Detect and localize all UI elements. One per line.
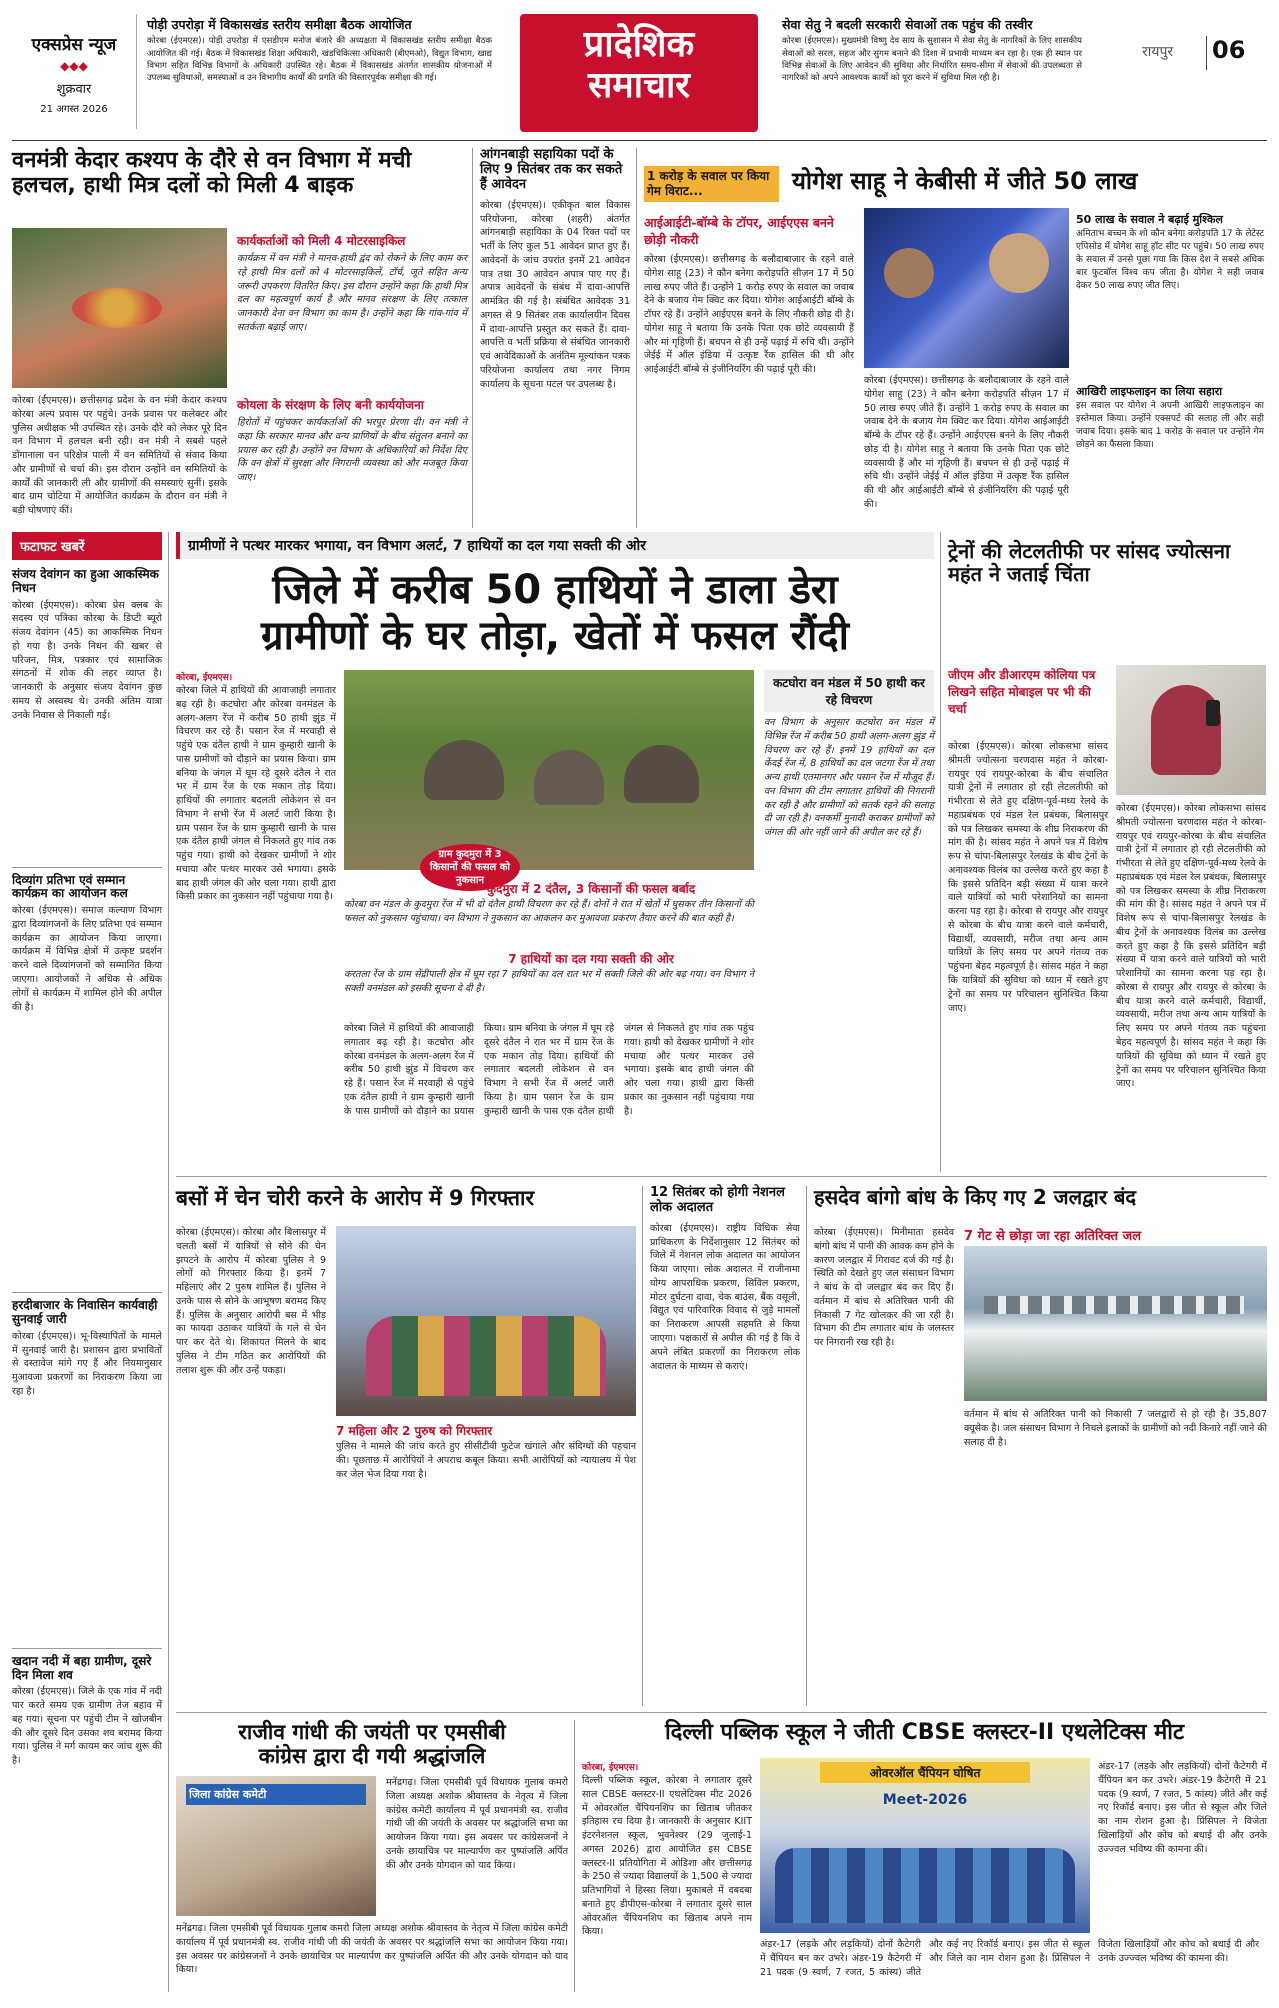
train-photo: [1116, 665, 1266, 795]
kbc-contestant-icon: [884, 248, 934, 298]
elephant-side-title: कटघोरा वन मंडल में 50 हाथी कर रहे विचरण: [764, 670, 934, 712]
brief-body: कोरबा (ईएमएस)। मुख्यमंत्री विष्णु देव साय के सुशासन में सेवा सेतु के नागरिकों के लिए शासकीय सेवाओं को सरल, सहज और सुगम बनाने की दिशा में प्रभावी माध्यम बन रहा है। एक ही स्थान पर विभिन्न सेवाओं के लिए आवेदन की सुविधा और निर्धारित समय-सीमा में सेवाओं की उपलब्धता से नागरिकों को अपने आवश्यक कार्यों को पूरा करने में सुविधा मिल रही है।: [782, 36, 1082, 84]
sidebar-item: [12, 568, 162, 859]
section-title-box: [520, 14, 758, 132]
anganwadi-headline: आंगनबाड़ी सहायिका पदों के लिए 9 सितंबर तक कर सकते हैं आवेदन: [480, 147, 623, 192]
kbc-sub: आईआईटी-बॉम्बे के टॉपर, आईएएस बनने छोड़ी नौकरी: [644, 215, 834, 247]
rajiv-body-2: मनेंद्रगढ़। जिला एमसीबी पूर्व विधायक गुलाब कमरो जिला अध्यक्ष अशोक श्रीवास्तव के नेतृत्व में जिला कांग्रेस कमेटी कार्यालय में पूर्व प्रधानमंत्री स्व. राजीव गांधी जी की जयंती के अवसर पर श्रद्धांजलि सभा का आयोजन किया गया। इस अवसर पर कांग्रेसजनों ने उनके छायाचित्र पर माल्यार्पण कर पुष्पांजलि अर्पित की और उनके योगदान को याद किया।: [386, 1777, 568, 1871]
brief-title: पोड़ी उपरोड़ा में विकासखंड स्तरीय समीक्षा बैठक आयोजित: [147, 17, 412, 32]
train-headline: ट्रेनों की लेटलतीफी पर सांसद ज्योत्सना महंत ने जताई चिंता: [948, 539, 1231, 586]
dps-headline: दिल्ली पब्लिक स्कूल ने जीती CBSE क्लस्टर-II एथलेटिक्स मीट: [664, 1720, 1185, 1745]
day-label: शुक्रवार: [56, 82, 92, 97]
dps-body-3: अंडर-17 (लड़के और लड़कियों) दोनों कैटेगरी में चैंपियन बन कर उभरे। अंडर-19 कैटेगरी में 21 पदक (9 स्वर्ण, 7 रजत, 5 कांस्य) जीते और कई नए रिकॉर्ड बनाए। इस जीत से स्कूल और जिले का नाम रोशन हुआ है। प्रिंसिपल ने विजेता खिलाड़ियों और कोच को बधाई दी और उनके उज्ज्वल भविष्य की कामना की।: [1098, 1761, 1267, 1855]
masthead: [12, 14, 1267, 134]
kbc-side-sub-1: 50 लाख के सवाल ने बढ़ाई मुश्किल: [1076, 213, 1223, 226]
kbc-side-body-1: अमिताभ बच्चन के शो कौन बनेगा करोड़पति 17 के लेटेस्ट एपिसोड में योगेश साहू हॉट सीट पर पहुंचे। 50 लाख रुपए के सवाल में उनसे पूछा गया कि किस देश ने सबसे अधिक बार फुटबॉल विश्व कप जीता है। योगेश ने सही जवाब देकर 50 लाख रुपए जीत लिए।: [1076, 229, 1264, 292]
elephant-photo-caption: ग्राम कुदमुरा में 3 किसानों की फसल को नुकसान: [420, 844, 520, 891]
top-left-brief: [147, 18, 492, 85]
train-story: [948, 540, 1267, 1170]
sidebar-header: फटाफट खबरें: [12, 532, 162, 560]
rule-anganwadi: [636, 148, 637, 528]
dam-headline: हसदेव बांगो बांध के किए गए 2 जलद्वार बंद: [814, 1185, 1137, 1209]
page-divider: [1206, 36, 1207, 70]
sidebar-item-body: कोरबा (ईएमएस)। कोरबा प्रेस क्लब के सदस्य एवं पत्रिका कोरबा के डिप्टी ब्यूरो संजय देवांगन (45) का आकस्मिक निधन हो गया है। उनके निधन की खबर से परिजन, मित्र, पत्रकार एवं सामाजिक संगठनों में शोक की लहर व्याप्त है। जानकारी के अनुसार संजय देवांगन कुछ समय से अस्वस्थ थे। उनकी अंतिम यात्रा उनके निवास से निकाली गई।: [12, 599, 162, 721]
kbc-side-sub-2: आखिरी लाइफलाइन का लिया सहारा: [1076, 385, 1223, 398]
rule-bus: [642, 1186, 643, 1706]
elephant-icon: [424, 740, 504, 800]
rule-mid-2: [176, 1712, 1267, 1713]
top-right-brief: [782, 18, 1082, 85]
elephant-body-1: कोरबा वन मंडल के कुदमुरा रेंज में भी दो दंतैल हाथी विचरण कर रहे हैं। दोनों ने रात में खेतों में घुसकर तीन किसानों की फसल को नुकसान पहुंचाया। वन विभाग ने नुकसान का आकलन कर मुआवजा प्रकरण तैयार करने की बात कही है।: [344, 899, 754, 924]
elephant-dateline: कोरबा, ईएमएस।: [176, 673, 233, 683]
elephant-headline-1: जिले में करीब 50 हाथियों ने डाला डेरा: [272, 567, 838, 613]
rajiv-headline-1: राजीव गांधी की जयंती पर एमसीबी: [238, 1720, 506, 1744]
lokadalat-body: कोरबा (ईएमएस)। राष्ट्रीय विधिक सेवा प्राधिकरण के निर्देशानुसार 12 सितंबर को जिले में नेशनल लोक अदालत का आयोजन किया जाएगा। लोक अदालत में राजीनामा योग्य आपराधिक प्रकरण, सिविल प्रकरण, मोटर दुर्घटना दावा, चेक बाउंस, बैंक वसूली, विद्युत एवं पारिवारिक विवाद से जुड़े मामलों का निराकरण आपसी सहमति से किया जाएगा। पक्षकारों से अपील की गई है कि वे अपने लंबित प्रकरणों का निराकरण लोक अदालत के माध्यम से कराएं।: [650, 1222, 800, 1372]
brand-name: एक्सप्रेस न्यूज: [31, 35, 117, 55]
brand-box: [12, 14, 137, 129]
sidebar-item-title: हरदीबाजार के निवासिन कार्यवाही सुनवाई जारी: [12, 1298, 158, 1326]
rajiv-story: [176, 1720, 568, 1992]
phone-icon: [1206, 700, 1220, 726]
rajiv-photo: [176, 1776, 376, 1916]
bus-headline: बसों में चेन चोरी करने के आरोप में 9 गिरफ्तार: [176, 1186, 535, 1210]
bus-body: कोरबा (ईएमएस)। कोरबा और बिलासपुर में चलती बसों में यात्रियों से सोने की चेन झपटने के आरोप में कोरबा पुलिस ने 9 लोगों को गिरफ्तार किया है। इनमें 7 महिलाएं और 2 पुरुष शामिल हैं। पुलिस ने उनके पास से सोने के आभूषण बरामद किए हैं। पुलिस के अनुसार आरोपी बस में भीड़ का फायदा उठाकर यात्रियों के गले से चेन पार कर देते थे। शिकायत मिलने के बाद पुलिस ने टीम गठित कर आरोपियों की तलाश शुरू की और उन्हें पकड़ा।: [176, 1227, 326, 1376]
dam-body-2: वर्तमान में बांध से अतिरिक्त पानी को निकासी 7 जलद्वारों से हो रही है। 35,807 क्यूसेक है। जल संसाधन विभाग ने निचले इलाकों के ग्रामीणों को नदी किनारे नहीं जाने की सलाह दी है।: [964, 1409, 1268, 1448]
rajiv-headline-2: कांग्रेस द्वारा दी गयी श्रद्धांजलि: [258, 1744, 486, 1769]
dps-body: दिल्ली पब्लिक स्कूल, कोरबा ने लगातार दूसरे साल CBSE क्लस्टर-II एथलेटिक्स मीट 2026 में ओवरऑल चैंपियनशिप का खिताब जीतकर इतिहास रच दिया है। जानकारी के अनुसार KIIT इंटरनेशनल स्कूल, भुवनेश्वर (29 जुलाई-1 अगस्त 2026) द्वारा आयोजित इस CBSE क्लस्टर-II प्रतियोगिता में ओडिशा और छत्तीसगढ़ के 250 से ज्यादा विद्यालयों के 1,500 से ज्यादा प्रतिभागियों ने हिस्सा लिया। मुकाबले में दबदबा बनाते हुए डीपीएस-कोरबा ने लगातार दूसरे साल ओवरऑल चैंपियनशिप का खिताब अपने नाम किया।: [582, 1775, 752, 1938]
page-number: 06: [1212, 36, 1246, 64]
kbc-side-body-2: इस सवाल पर योगेश ने अपनी आखिरी लाइफलाइन का इस्तेमाल किया। उन्होंने एक्सपर्ट की सलाह ली और सही जवाब दिया। इसके बाद 1 करोड़ के सवाल पर उन्होंने गेम छोड़ने का फैसला किया।: [1076, 401, 1264, 451]
rule-sidebar: [168, 532, 169, 1992]
train-body-2: कोरबा (ईएमएस)। कोरबा लोकसभा सांसद श्रीमती ज्योत्सना चरणदास महंत ने कोरबा-रायपुर एवं रायपुर-कोरबा के बीच संचालित यात्री ट्रेनों में लगातार हो रही लेटलतीफी को गंभीरता से लेते हुए दक्षिण-पूर्व-मध्य रेलवे के महाप्रबंधक एवं मंडल रेल प्रबंधक, बिलासपुर को पत्र लिखकर समस्या के शीघ्र निराकरण की मांग की है। सांसद महंत ने अपने पत्र में विशेष रूप से चांपा-बिलासपुर रेलखंड के बीच ट्रेनों के अनावश्यक विलंब का उल्लेख करते हुए कहा है कि इससे प्रतिदिन बड़ी संख्या में यात्रा करने वाले यात्रियों को भारी परेशानियों का सामना करना पड़ रहा है। कोरबा से रायपुर और रायपुर से कोरबा के बीच यात्रा करने वाले कर्मचारी, विद्यार्थी, व्यवसायी, मरीज तथा अन्य आम यात्रियों के लिए समय पर अपने गंतव्य तक पहुंचना बेहद महत्वपूर्ण है। सांसद महंत ने कहा कि यात्रियों की सुविधा को ध्यान में रखते हुए ट्रेनों का समय पर परिचालन सुनिश्चित किया जाए।: [1116, 803, 1266, 1090]
bus-photo-caption: 7 महिला और 2 पुरुष को गिरफ्तार: [336, 1424, 493, 1438]
train-sub: जीएम और डीआरएम कोलिया पत्र लिखने सहित मोबाइल पर भी की चर्चा: [948, 668, 1096, 716]
elephant-sub-2: 7 हाथियों का दल गया सक्ती की ओर: [508, 952, 674, 966]
arrested-group-icon: [366, 1316, 606, 1396]
sidebar-item-body: कोरबा (ईएमएस)। भू-विस्थापितों के मामले में सुनवाई जारी है। प्रशासन द्वारा प्रभावितों से दस्तावेज मांगे गए हैं और नियमानुसार मुआवजा प्रकरणों का निराकरण किया जा रहा है।: [12, 1330, 162, 1397]
city-label: रायपुर: [1142, 44, 1174, 60]
mp-portrait-icon: [1151, 685, 1221, 775]
athletes-group-icon: [775, 1848, 1075, 1923]
section-title-line-1: प्रादेशिक: [583, 24, 695, 65]
sidebar-item-body: कोरबा (ईएमएस)। जिले के एक गांव में नदी पार करते समय एक ग्रामीण तेज बहाव में बह गया। सूचना पर पहुंची टीम ने खोजबीन की और दूसरे दिन उसका शव बरामद किया गया। पुलिस ने मर्ग कायम कर जांच शुरू की है।: [12, 1686, 162, 1767]
sidebar-item: [12, 1648, 162, 1926]
forest-body-2: हिरोतों में पहुंचकर कार्यकर्ताओं की भरपूर प्रेरणा दी। वन मंत्री ने कहा कि सरकार मानव और वन्य प्राणियों के बीच संतुलन बनाने का प्रयास कर रही है। उन्होंने वन विभाग के अधिकारियों को निर्देश दिए कि वन क्षेत्रों में सुरक्षा और निगरानी व्यवस्था को और मजबूत किया जाए।: [237, 417, 467, 484]
forest-photo: [12, 228, 227, 388]
kbc-story: [644, 148, 1267, 528]
forest-sub-2: कोयला के संरक्षण के लिए बनी कार्ययोजना: [237, 398, 424, 412]
kbc-body-2: कोरबा (ईएमएस)। छत्तीसगढ़ के बलौदाबाजार के रहने वाले योगेश साहू (23) ने कौन बनेगा करोड़पति सीज़न 17 में 50 लाख रुपए जीते हैं। उन्होंने 1 करोड़ रुपए के सवाल का जवाब देने के बजाय गेम क्विट कर दिया। योगेश आईआईटी बॉम्बे के टॉपर रहे हैं। उन्होंने आईएएस बनने के लिए नौकरी छोड़ दी है। योगेश साहू ने बताया कि उनके पिता एक छोटे व्यवसायी हैं और मां गृहिणी हैं। बचपन से ही उन्हें पढ़ाई में रुचि थी। उन्होंने जेईई में ऑल इंडिया में उत्कृष्ट रैंक हासिल की थी और आईआईटी बॉम्बे से इंजीनियरिंग की पढ़ाई पूरी की।: [864, 375, 1069, 510]
sidebar-item: [12, 1292, 162, 1640]
kbc-photo: [864, 208, 1069, 368]
brief-title: सेवा सेतु ने बदली सरकारी सेवाओं तक पहुंच की तस्वीर: [782, 17, 1033, 32]
forest-sub-1: कार्यकर्ताओं को मिली 4 मोटरसाइकिल: [237, 234, 406, 248]
bus-story: [176, 1186, 636, 1706]
kbc-body: कोरबा (ईएमएस)। छत्तीसगढ़ के बलौदाबाजार के रहने वाले योगेश साहू (23) ने कौन बनेगा करोड़पति सीज़न 17 में 50 लाख रुपए जीते हैं। उन्होंने 1 करोड़ रुपए के सवाल का जवाब देने के बजाय गेम क्विट कर दिया। योगेश आईआईटी बॉम्बे के टॉपर रहे हैं। उन्होंने आईएएस बनने के लिए नौकरी छोड़ दी है। योगेश साहू ने बताया कि उनके पिता एक छोटे व्यवसायी हैं और मां गृहिणी हैं। बचपन से ही उन्हें पढ़ाई में रुचि थी। उन्होंने जेईई में ऑल इंडिया में उत्कृष्ट रैंक हासिल की थी और आईआईटी बॉम्बे से इंजीनियरिंग की पढ़ाई पूरी की।: [644, 254, 854, 376]
sidebar-item-title: खदान नदी में बहा ग्रामीण, दूसरे दिन मिला शव: [12, 1653, 152, 1682]
dps-photo: [760, 1758, 1090, 1933]
elephant-side-box: [764, 670, 934, 1020]
dam-photo: [964, 1246, 1267, 1401]
masthead-rule: [12, 140, 1267, 141]
elephant-body-cont: कोरबा जिले में हाथियों की आवाजाही लगातार बढ़ रही है। कटघोरा और कोरबा वनमंडल के अलग-अलग रेंज में करीब 50 हाथी झुंड में विचरण कर रहे हैं। पसान रेंज में मरवाही से पहुंचे एक दंतैल हाथी ने ग्राम कुम्हारी खानी के पास ग्रामीणों को दौड़ाने का प्रयास किया। ग्राम बनिया के जंगल में घूम रहे दूसरे दंतैल ने रात भर में ग्राम रेंज के एक मकान तोड़ दिया। हाथियों की लगातार बदलती लोकेशन से वन विभाग ने सभी रेंज में अलर्ट जारी किया है। ग्राम पसान रेंज के ग्राम कुम्हारी खानी के पास एक दंतैल हाथी जंगल से निकलते हुए गांव तक पहुंच गया। हाथी को देखकर ग्रामीणों ने शोर मचाया और पत्थर मारकर उसे भगाया। इसके बाद हाथी जंगल की ओर चला गया। हाथी द्वारा किसी प्रकार का नुकसान नहीं पहुंचाया गया है।: [344, 1023, 754, 1117]
page-info: [1112, 34, 1262, 74]
elephant-story: [176, 532, 934, 1172]
dam-story: [814, 1186, 1267, 1706]
dam-gate-icon: [984, 1296, 1244, 1314]
rule-forest: [472, 148, 473, 528]
sidebar-item: [12, 867, 162, 1285]
dps-body-2: अंडर-17 (लड़के और लड़कियों) दोनों कैटेगरी में चैंपियन बन कर उभरे। अंडर-19 कैटेगरी में 21 पदक (9 स्वर्ण, 7 रजत, 5 कांस्य) जीते और कई नए रिकॉर्ड बनाए। इस जीत से स्कूल और जिले का नाम रोशन हुआ है। प्रिंसिपल ने विजेता खिलाड़ियों और कोच को बधाई दी और उनके उज्ज्वल भविष्य की कामना की।: [760, 1939, 1259, 1978]
brand-ornament: ◆◆◆: [60, 59, 88, 73]
kbc-host-icon: [989, 233, 1049, 293]
kbc-headline: योगेश साहू ने केबीसी में जीते 50 लाख: [792, 167, 1138, 195]
train-body: कोरबा (ईएमएस)। कोरबा लोकसभा सांसद श्रीमती ज्योत्सना चरणदास महंत ने कोरबा-रायपुर एवं रायपुर-कोरबा के बीच संचालित यात्री ट्रेनों में लगातार हो रही लेटलतीफी को गंभीरता से लेते हुए दक्षिण-पूर्व-मध्य रेलवे के महाप्रबंधक एवं मंडल रेल प्रबंधक, बिलासपुर को पत्र लिखकर समस्या के शीघ्र निराकरण की मांग की है। सांसद महंत ने अपने पत्र में विशेष रूप से चांपा-बिलासपुर रेलखंड के बीच ट्रेनों के अनावश्यक विलंब का उल्लेख करते हुए कहा है कि इससे प्रतिदिन बड़ी संख्या में यात्रा करने वाले यात्रियों को भारी परेशानियों का सामना करना पड़ रहा है। कोरबा से रायपुर और रायपुर से कोरबा के बीच यात्रा करने वाले कर्मचारी, विद्यार्थी, व्यवसायी, मरीज तथा अन्य आम यात्रियों के लिए समय पर अपने गंतव्य तक पहुंचना बेहद महत्वपूर्ण है। सांसद महंत ने कहा कि यात्रियों की सुविधा को ध्यान में रखते हुए ट्रेनों का समय पर परिचालन सुनिश्चित किया जाए।: [948, 741, 1108, 1014]
anganwadi-story: [480, 148, 630, 528]
sidebar-item-title: संजय देवांगन का हुआ आकस्मिक निधन: [12, 567, 159, 595]
forest-headline: वनमंत्री केदार कश्यप के दौरे से वन विभाग में मची हलचल, हाथी मित्र दलों को मिली 4 बाइक: [12, 148, 412, 199]
lokadalat-headline: 12 सितंबर को होगी नेशनल लोक अदालत: [650, 1185, 785, 1215]
dam-body: कोरबा (ईएमएस)। मिनीमाता हसदेव बांगो बांध में पानी की आवक कम होने के कारण जलद्वार में गिरावट दर्ज की गई है। स्थिति को देखते हुए जल संसाधन विभाग ने बांध के दो जलद्वार बंद कर दिए हैं। वर्तमान में बांध से अतिरिक्त पानी की निकासी 7 गेट खोलकर की जा रही है। विभाग की टीम लगातार बांध के जलस्तर पर निगरानी रख रही है।: [814, 1227, 954, 1349]
rajiv-banner: जिला कांग्रेस कमेटी: [186, 1784, 366, 1805]
bus-body-2: पुलिस ने मामले की जांच करते हुए सीसीटीवी फुटेज खंगाले और संदिग्धों की पहचान की। पूछताछ में आरोपियों ने अपराध कबूल किया। सभी आरोपियों को न्यायालय में पेश कर जेल भेज दिया गया है।: [336, 1441, 636, 1480]
dps-story: [582, 1720, 1267, 1992]
elephant-headline-2: ग्रामीणों के घर तोड़ा, खेतों में फसल रौंदी: [261, 613, 849, 659]
elephant-icon: [624, 745, 699, 803]
garland-icon: [72, 288, 162, 328]
bus-photo: [336, 1226, 636, 1416]
forest-body-1: कार्यक्रम में वन मंत्री ने मानव-हाथी द्वंद को रोकने के लिए काम कर रहे हाथी मित्र दलों को 4 मोटरसाइकिलें, टॉर्च, जूते सहित अन्य जरूरी उपकरण वितरित किए। इस दौरान उन्होंने कहा कि हाथी मित्र दल का महत्वपूर्ण कार्य है और मानव संरक्षण के लिए तत्काल जानकारी देना वन विभाग का काम है। उन्होंने कहा कि गांव-गांव में सतर्कता बढ़ाई जाए।: [237, 253, 467, 333]
dps-meet-text: Meet-2026: [882, 1792, 968, 1808]
sidebar-item-body: कोरबा (ईएमएस)। समाज कल्याण विभाग द्वारा दिव्यांगजनों के लिए प्रतिभा एवं सम्मान कार्यक्रम का आयोजन किया जाएगा। कार्यक्रम में विभिन्न क्षेत्रों में उत्कृष्ट प्रदर्शन करने वाले दिव्यांगजनों को सम्मानित किया जाएगा। आयोजकों ने अधिक से अधिक लोगों से कार्यक्रम में शामिल होने की अपील की है।: [12, 905, 162, 1013]
brief-body: कोरबा (ईएमएस)। पोड़ी उपरोड़ा में एसडीएम मनोज बंजारे की अध्यक्षता में विकासखंड स्तरीय समीक्षा बैठक आयोजित की गई। बैठक में विकासखंड शिक्षा अधिकारी, खंडचिकित्सा अधिकारी (बीएमओ), विद्युत विभाग, खाद्य विभाग सहित विभिन्न विभागों के अधिकारी उपस्थित रहे। बैठक में विकासखंड अंतर्गत शासकीय योजनाओं में उपलब्ध सुविधाओं, समस्याओं व उन विभागीय कार्यों की प्रगति की विस्तारपूर्वक समीक्षा की गई।: [147, 36, 492, 84]
lokadalat-story: [650, 1186, 800, 1706]
elephant-side-body: वन विभाग के अनुसार कटघोरा वन मंडल में विभिन्न रेंज में करीब 50 हाथी अलग-अलग झुंड में विचरण कर रहे हैं। इनमें 19 हाथियों का दल केंदई रेंज में, 8 हाथियों का दल जटगा रेंज में तथा अन्य हाथी एतमानगर और पसान रेंज में मौजूद हैं। वन विभाग की टीम लगातार हाथियों की निगरानी कर रही है और ग्रामीणों को सतर्क रहने की सलाह दी जा रही है। वनकर्मी मुनादी कराकर ग्रामीणों को जंगल की ओर नहीं जाने की अपील कर रहे हैं।: [764, 717, 934, 839]
rule-mid-1: [176, 1176, 1267, 1177]
date-label: 21 अगस्त 2026: [40, 104, 108, 115]
rajiv-body: मनेंद्रगढ़। जिला एमसीबी पूर्व विधायक गुलाब कमरो जिला अध्यक्ष अशोक श्रीवास्तव के नेतृत्व में जिला कांग्रेस कमेटी कार्यालय में पूर्व प्रधानमंत्री स्व. राजीव गांधी जी की जयंती के अवसर पर श्रद्धांजलि सभा का आयोजन किया गया। इस अवसर पर कांग्रेसजनों ने उनके छायाचित्र पर माल्यार्पण कर पुष्पांजलि अर्पित की और उनके योगदान को याद किया।: [176, 1923, 568, 1976]
dps-dateline: कोरबा, ईएमएस।: [582, 1763, 639, 1773]
elephant-photo: [344, 670, 754, 870]
elephant-body: कोरबा जिले में हाथियों की आवाजाही लगातार बढ़ रही है। कटघोरा और कोरबा वनमंडल के अलग-अलग रेंज में करीब 50 हाथी झुंड में विचरण कर रहे हैं। पसान रेंज में मरवाही से पहुंचे एक दंतैल हाथी ने ग्राम कुम्हारी खानी के पास ग्रामीणों को दौड़ाने का प्रयास किया। ग्राम बनिया के जंगल में घूम रहे दूसरे दंतैल ने रात भर में ग्राम रेंज के एक मकान तोड़ दिया। हाथियों की लगातार बदलती लोकेशन से वन विभाग ने सभी रेंज में अलर्ट जारी किया है। ग्राम पसान रेंज के ग्राम कुम्हारी खानी के पास एक दंतैल हाथी जंगल से निकलते हुए गांव तक पहुंच गया। हाथी को देखकर ग्रामीणों ने शोर मचाया और पत्थर मारकर उसे भगाया। इसके बाद हाथी जंगल की ओर चला गया। हाथी द्वारा किसी प्रकार का नुकसान नहीं पहुंचाया गया है।: [176, 685, 336, 903]
rule-rajiv: [574, 1720, 575, 1992]
dam-photo-tag: 7 गेट से छोड़ा जा रहा अतिरिक्त जल: [964, 1229, 1142, 1244]
dps-photo-banner: ओवरऑल चैंपियन घोषित: [820, 1762, 1030, 1783]
sidebar-item-title: दिव्यांग प्रतिभा एवं सम्मान कार्यक्रम का आयोजन कल: [12, 872, 128, 901]
kbc-tag: 1 करोड़ के सवाल पर किया गेम विराट...: [644, 166, 779, 202]
elephant-kicker: ग्रामीणों ने पत्थर मारकर भगाया, वन विभाग अलर्ट, 7 हाथियों का दल गया सक्ती की ओर: [176, 532, 934, 559]
forest-caption: कोरबा (ईएमएस)। छत्तीसगढ़ प्रदेश के वन मंत्री केदार कश्यप कोरबा अल्प प्रवास पर पहुंचे। उनके प्रवास पर कलेक्टर और पुलिस अधीक्षक भी उपस्थित रहे। उनके दौरे को लेकर पूरे दिन वन विभाग में हलचल बनी रही। वन मंत्री ने सबसे पहले डोंगानाला वन परिक्षेत्र पाली में वन समितियों से संवाद किया और ग्रामीणों से चर्चा की। इस दौरान उन्होंने वन समितियों के कार्यों की जानकारी ली और ग्रामीणों की समस्याएं सुनीं। इसके बाद ग्राम चोटिया में आयोजित कार्यक्रम के दौरान वन मंत्री ने बड़ी घोषणाएं कीं।: [12, 395, 227, 517]
elephant-body-2: करतला रेंज के ग्राम सेंद्रीपाली क्षेत्र में घूम रहा 7 हाथियों का दल रात भर में सक्ती जिले की ओर बढ़ गया। वन विभाग ने सक्ती वनमंडल को इसकी सूचना दे दी है।: [344, 969, 754, 994]
rule-lokadalat: [806, 1186, 807, 1706]
rule-elephant: [940, 532, 941, 1172]
section-title-line-2: समाचार: [587, 65, 691, 107]
elephant-icon: [534, 750, 604, 805]
elephant-sub-1: कुदमुरा में 2 दंतैल, 3 किसानों की फसल बर्बाद: [486, 882, 696, 896]
anganwadi-body: कोरबा (ईएमएस)। एकीकृत बाल विकास परियोजना, कोरबा (शहरी) अंतर्गत आंगनबाड़ी सहायिका के 04 रिक्त पदों पर भर्ती के लिए कुल 51 आवेदन प्राप्त हुए हैं। आवेदनों के जांच उपरांत इनमें 21 आवेदन पात्र तथा 30 आवेदन अपात्र पाए गए हैं। अपात्र आवेदनों के संबंध में दावा-आपत्ति आमंत्रित की गई है। संबंधित आवेदक 31 अगस्त से 9 सितंबर तक कार्यालयीन दिवस में दावा-आपत्ति प्रस्तुत कर सकते हैं। दावा-आपत्ति व भर्ती प्रक्रिया से संबंधित जानकारी एवं आवेदिकाओं के अनंतिम मूल्यांकन पत्रक परियोजना कार्यालय तथा नगर निगम कार्यालय के सूचना पटल पर उपलब्ध है।: [480, 199, 630, 390]
sidebar: [12, 532, 162, 1992]
